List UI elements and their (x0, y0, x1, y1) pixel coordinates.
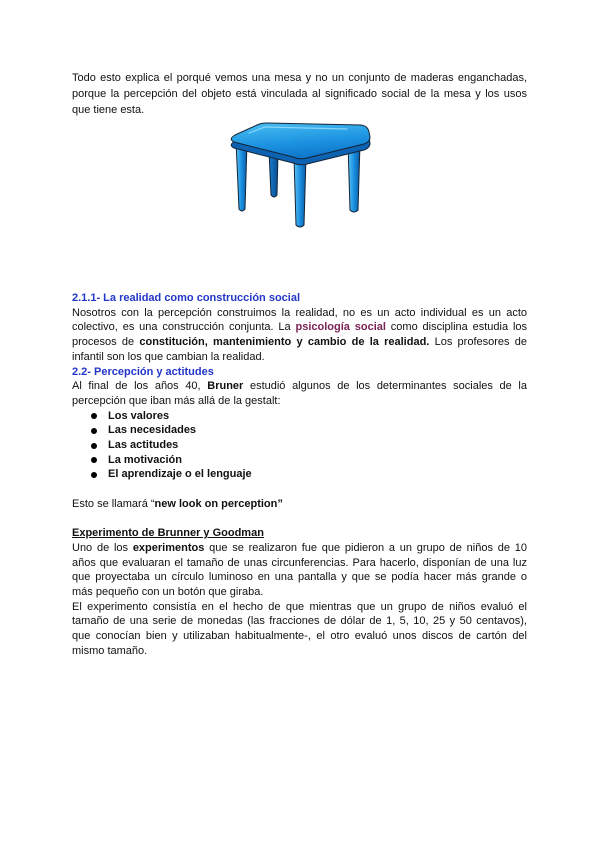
bold-text: constitución, mantenimiento y cambio de la realidad. (139, 336, 430, 349)
text-segment: Los profesores de (429, 336, 527, 349)
text-segment: estudió algunos de los determinantes sociales de la (243, 380, 527, 393)
bullet-icon (91, 428, 97, 434)
main-text (72, 291, 527, 659)
text-segment: Todo esto explica el porqué vemos una mesa y no un conjunto de maderas enganchadas, (72, 72, 527, 84)
bullet-item (72, 409, 527, 424)
text-line (72, 320, 527, 335)
table-illustration-svg (227, 121, 373, 231)
text-segment: que conocían bien y utilizaban habitualmente-, el otro evaluó unos discos de cartón del (72, 630, 527, 643)
new-look-line (72, 497, 527, 512)
highlighted-term: psicología social (295, 321, 386, 334)
blank-line (72, 512, 527, 527)
bold-text: experimentos (132, 541, 205, 554)
text-line (72, 644, 527, 659)
section-heading-2-2: 2.2- Percepción y actitudes (72, 365, 214, 378)
text-line (72, 629, 527, 644)
bold-text: Bruner (207, 380, 244, 393)
text-segment: que proyectaba un círculo luminoso en una pantalla y que se podía hacer más grande o (72, 571, 527, 584)
bullet-text: Los valores (108, 409, 170, 422)
bold-text: new look on perception” (154, 497, 283, 510)
text-line (72, 600, 527, 615)
bullet-text: El aprendizaje o el lenguaje (108, 468, 252, 481)
text-segment: como disciplina estudia los (385, 321, 528, 334)
text-line (72, 394, 527, 409)
experiment-heading: Experimento de Brunner y Goodman (72, 527, 264, 540)
text-line (72, 86, 527, 102)
text-line (72, 350, 527, 365)
bullet-text: Las actitudes (108, 439, 179, 452)
text-segment: porque la percepción del objeto está vinculada al significado social de la mesa y los usos (72, 88, 527, 100)
text-segment: El experimento consistía en el hecho de que mientras que un grupo de niños evaluó el (72, 600, 527, 613)
text-segment: percepción que iban más allá de la gestalt: (72, 394, 281, 407)
blank-line (72, 482, 527, 497)
bullet-text: Las necesidades (108, 424, 197, 437)
text-line (72, 379, 527, 394)
table-front-leg (294, 157, 306, 227)
intro-paragraph (72, 70, 527, 118)
text-segment: Uno de los (72, 541, 133, 554)
bullet-icon (91, 472, 97, 478)
text-line (72, 585, 527, 600)
text-line (72, 541, 527, 556)
text-segment: Nosotros con la percepción construimos la realidad, no es un acto individual es un acto (72, 306, 527, 319)
text-line (72, 614, 527, 629)
text-segment: Esto se llamará “ (72, 497, 155, 510)
bullet-item (72, 467, 527, 482)
bullet-item (72, 438, 527, 453)
text-line (72, 556, 527, 571)
text-segment: procesos de (72, 336, 140, 349)
bullet-icon (91, 413, 97, 419)
text-line (72, 335, 527, 350)
bullet-item (72, 423, 527, 438)
bullet-icon (91, 457, 97, 463)
bullet-text: La motivación (108, 453, 182, 466)
bullet-icon (91, 443, 97, 449)
text-line (72, 570, 527, 585)
text-segment: que tiene esta. (72, 104, 145, 116)
text-segment: años que evaluaran el tamaño de unas circunferencias. Para hacerlo, disponían de una luz (72, 556, 527, 569)
text-line (72, 306, 527, 321)
text-segment: tamaño de una serie de monedas (las fracciones de dólar de 1, 5, 10, 25 y 50 centavos), (72, 615, 527, 628)
text-segment: más pequeño con un botón que giraba. (72, 586, 264, 599)
text-line (72, 70, 527, 86)
blue-table-illustration-icon (227, 121, 373, 231)
bullet-item (72, 453, 527, 468)
table-left-leg (236, 141, 247, 211)
text-line (72, 102, 527, 118)
text-segment: mismo tamaño. (72, 644, 148, 657)
text-segment: infantil son los que cambian la realidad. (72, 350, 265, 363)
section-heading-2-1-1: 2.1.1- La realidad como construcción social (72, 292, 301, 304)
text-segment: colectivo, es una construcción conjunta. La (72, 321, 296, 334)
text-segment: que se realizaron fue que pidieron a un grupo de niños de 10 (204, 541, 527, 554)
text-segment: Al final de los años 40, (72, 380, 208, 393)
